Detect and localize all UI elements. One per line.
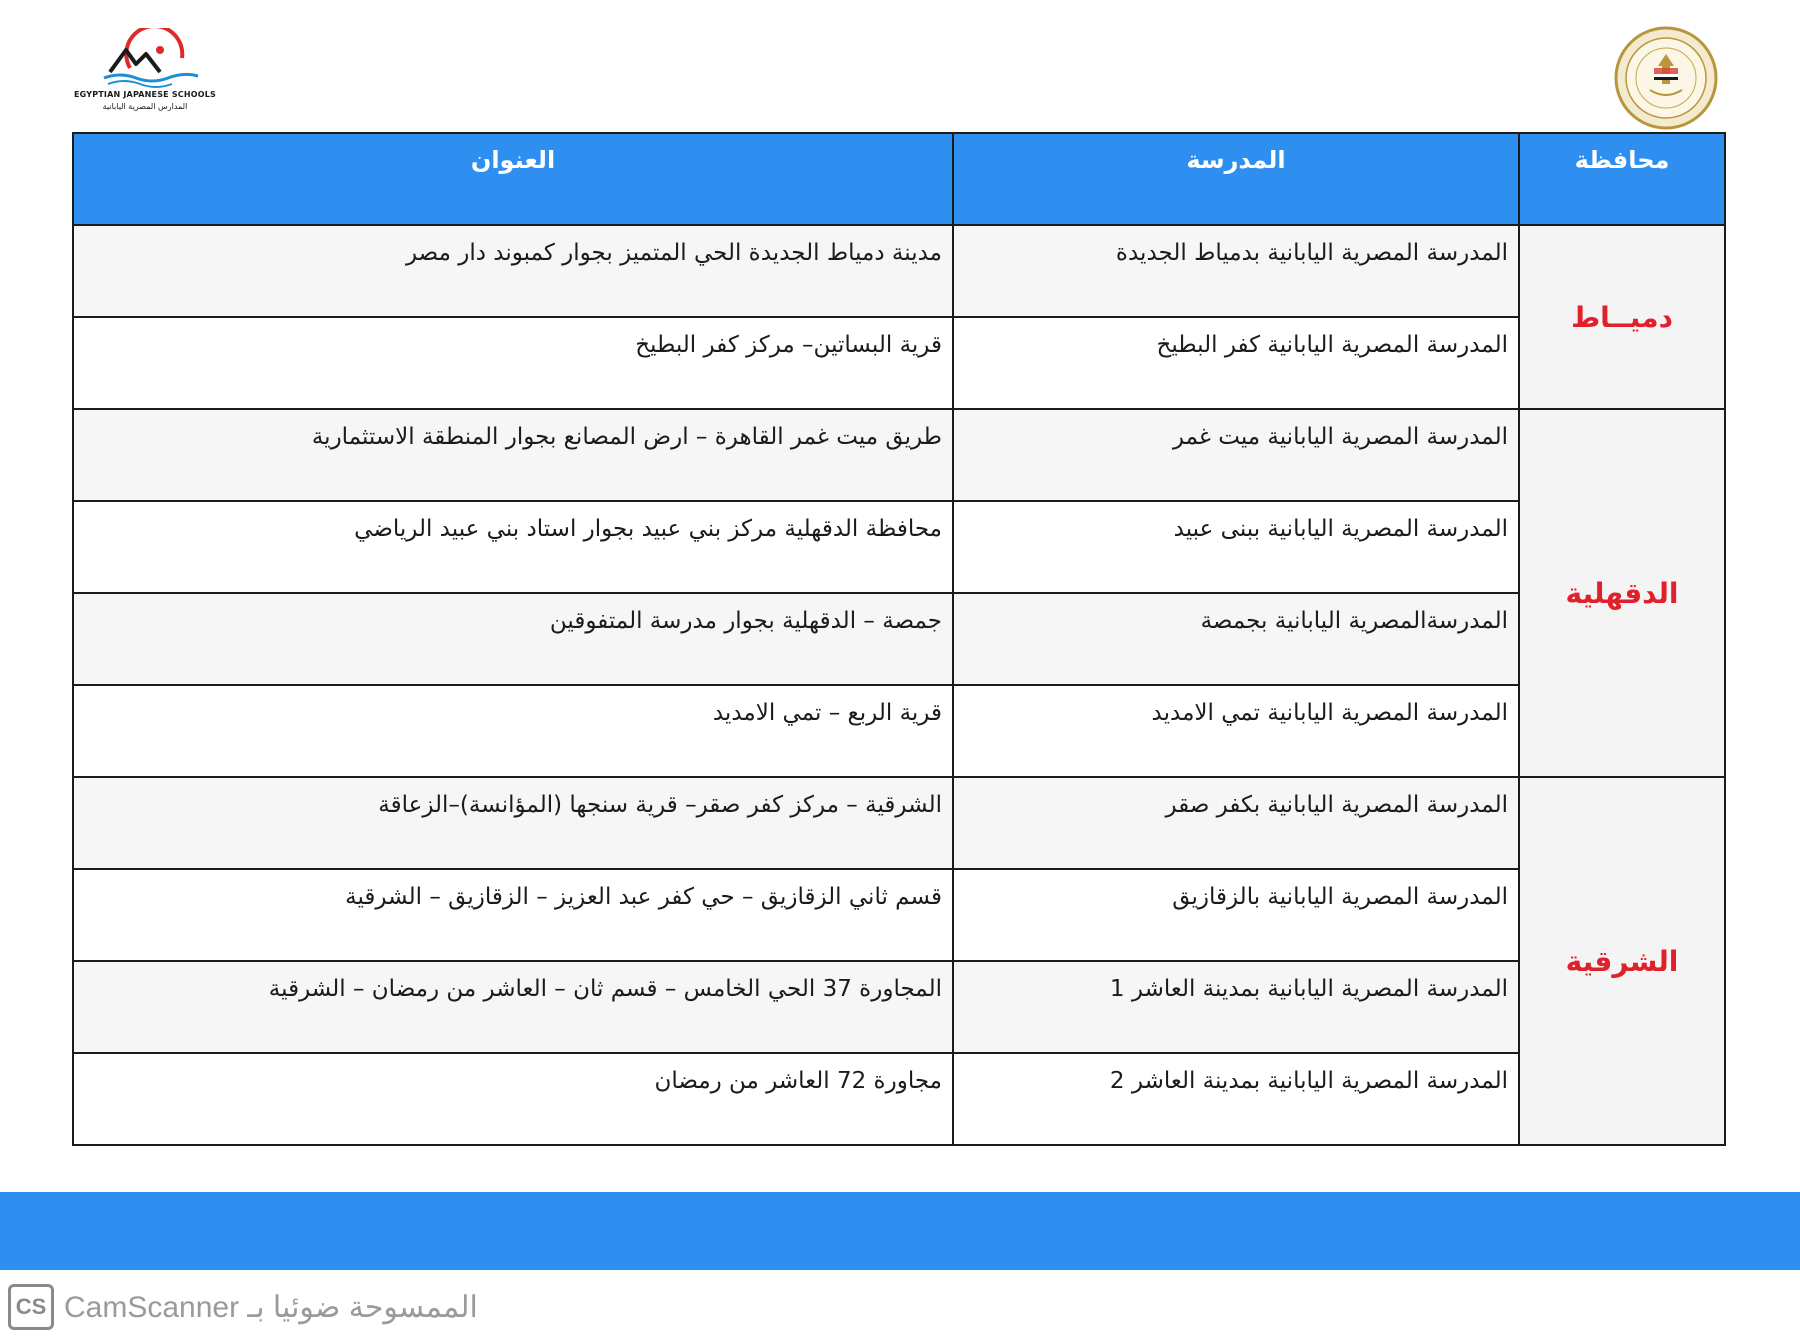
logo-text-ar: المدارس المصرية اليابانية xyxy=(102,102,188,111)
governorate-cell: الشرقية xyxy=(1519,777,1725,1145)
address-cell: طريق ميت غمر القاهرة – ارض المصانع بجوار المنطقة الاستثمارية xyxy=(73,409,953,501)
table-row xyxy=(73,961,1725,1053)
address-cell: قرية البساتين– مركز كفر البطيخ xyxy=(73,317,953,409)
address-cell: مدينة دمياط الجديدة الحي المتميز بجوار كمبوند دار مصر xyxy=(73,225,953,317)
table-row xyxy=(73,593,1725,685)
mountain-sun-logo-icon xyxy=(90,28,200,90)
camscanner-text: الممسوحة ضوئيا بـ CamScanner xyxy=(64,1290,478,1324)
school-cell: المدرسة المصرية اليابانية تمي الامديد xyxy=(953,685,1519,777)
governorate-cell: دميــاط xyxy=(1519,225,1725,409)
school-cell: المدرسة المصرية اليابانية بمدينة العاشر 1 xyxy=(953,961,1519,1053)
table-row xyxy=(73,501,1725,593)
table-row xyxy=(73,225,1725,317)
school-cell: المدرسة المصرية اليابانية ببنى عبيد xyxy=(953,501,1519,593)
table-row xyxy=(73,685,1725,777)
header-governorate: محافظة xyxy=(1519,133,1725,225)
school-cell: المدرسة المصرية اليابانية بكفر صقر xyxy=(953,777,1519,869)
address-cell: قرية الربع – تمي الامديد xyxy=(73,685,953,777)
table-row xyxy=(73,777,1725,869)
camscanner-icon: CS xyxy=(8,1284,54,1330)
table-row xyxy=(73,409,1725,501)
schools-table xyxy=(72,132,1726,1146)
logo-text-en: EGYPTIAN JAPANESE SCHOOLS xyxy=(73,90,217,99)
school-cell: المدرسة المصرية اليابانية بدمياط الجديدة xyxy=(953,225,1519,317)
school-cell: المدرسة المصرية اليابانية بمدينة العاشر 2 xyxy=(953,1053,1519,1145)
camscanner-watermark xyxy=(8,1280,478,1334)
address-cell: الشرقية – مركز كفر صقر– قرية سنجها (المؤانسة)–الزعاقة xyxy=(73,777,953,869)
footer-bar xyxy=(0,1192,1800,1270)
table-row xyxy=(73,869,1725,961)
governorate-cell: الدقهلية xyxy=(1519,409,1725,777)
school-cell: المدرسة المصرية اليابانية بالزقازيق xyxy=(953,869,1519,961)
egyptian-japanese-schools-logo xyxy=(70,28,220,118)
table-row xyxy=(73,1053,1725,1145)
school-cell: المدرسة المصرية اليابانية كفر البطيخ xyxy=(953,317,1519,409)
table-row xyxy=(73,317,1725,409)
address-cell: مجاورة 72 العاشر من رمضان xyxy=(73,1053,953,1145)
school-cell: المدرسة المصرية اليابانية ميت غمر xyxy=(953,409,1519,501)
address-cell: قسم ثاني الزقازيق – حي كفر عبد العزيز – الزقازيق – الشرقية xyxy=(73,869,953,961)
address-cell: جمصة – الدقهلية بجوار مدرسة المتفوقين xyxy=(73,593,953,685)
header-school: المدرسة xyxy=(953,133,1519,225)
address-cell: المجاورة 37 الحي الخامس – قسم ثان – العاشر من رمضان – الشرقية xyxy=(73,961,953,1053)
address-cell: محافظة الدقهلية مركز بني عبيد بجوار استاد بني عبيد الرياضي xyxy=(73,501,953,593)
ministry-seal-icon xyxy=(1612,24,1720,132)
header-address: العنوان xyxy=(73,133,953,225)
school-cell: المدرسةالمصرية اليابانية بجمصة xyxy=(953,593,1519,685)
table-header-row xyxy=(73,133,1725,225)
